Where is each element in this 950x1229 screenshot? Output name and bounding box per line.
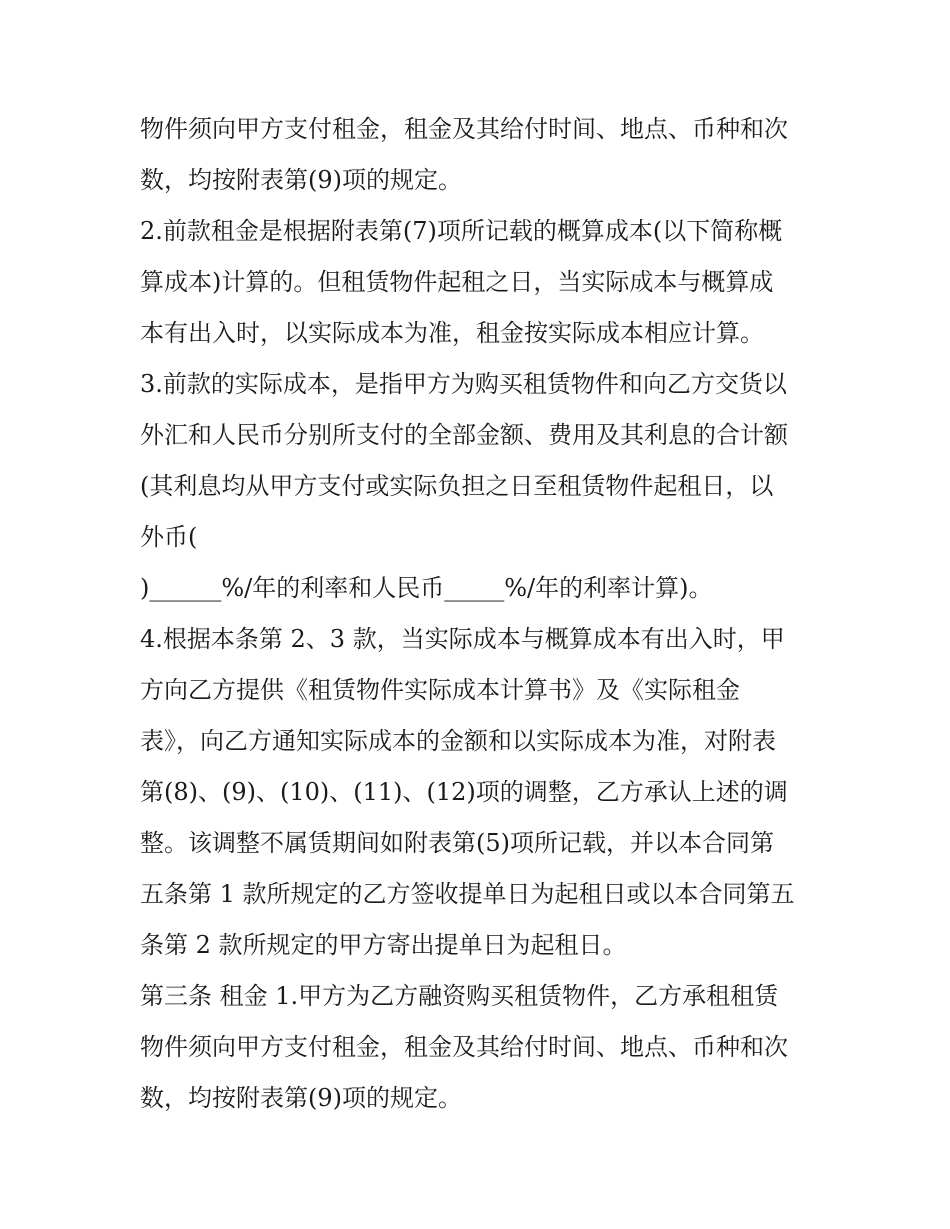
text-line: 3.前款的实际成本，是指甲方为购买租赁物件和向乙方交货以 [140,370,787,398]
text-line: (其利息均从甲方支付或实际负担之日至租赁物件起租日，以 [140,472,774,500]
text-line: 物件须向甲方支付租金，租金及其给付时间、地点、币种和次 [140,1033,788,1061]
text-line: 外汇和人民币分别所支付的全部金额、费用及其利息的合计额 [140,421,788,449]
text-line: 2.前款租金是根据附表第(7)项所记载的概算成本(以下简称概 [140,217,783,245]
text-line: )______%/年的利率和人民币_____%/年的利率计算)。 [140,574,713,602]
text-line: 4.根据本条第 2、3 款，当实际成本与概算成本有出入时，甲 [140,625,785,653]
text-line: 第三条 租金 1.甲方为乙方融资购买租赁物件，乙方承租租赁 [140,982,779,1010]
text-line: 物件须向甲方支付租金，租金及其给付时间、地点、币种和次 [140,115,788,143]
text-line: 算成本)计算的。但租赁物件起租之日，当实际成本与概算成 [140,268,774,296]
text-line: 外币( [140,523,198,551]
text-line: 第(8)、(9)、(10)、(11)、(12)项的调整，乙方承认上述的调 [140,778,788,806]
text-line: 数，均按附表第(9)项的规定。 [140,166,462,194]
text-line: 表》，向乙方通知实际成本的金额和以实际成本为准，对附表 [140,727,776,755]
text-line: 条第 2 款所规定的甲方寄出提单日为起租日。 [140,931,627,959]
text-line: 五条第 1 款所规定的乙方签收提单日为起租日或以本合同第五 [140,880,795,908]
text-line: 整。该调整不属赁期间如附表第(5)项所记载，并以本合同第 [140,829,774,857]
text-line: 方向乙方提供《租赁物件实际成本计算书》及《实际租金 [140,676,740,704]
text-line: 数，均按附表第(9)项的规定。 [140,1084,462,1112]
text-line: 本有出入时，以实际成本为准，租金按实际成本相应计算。 [140,319,764,347]
